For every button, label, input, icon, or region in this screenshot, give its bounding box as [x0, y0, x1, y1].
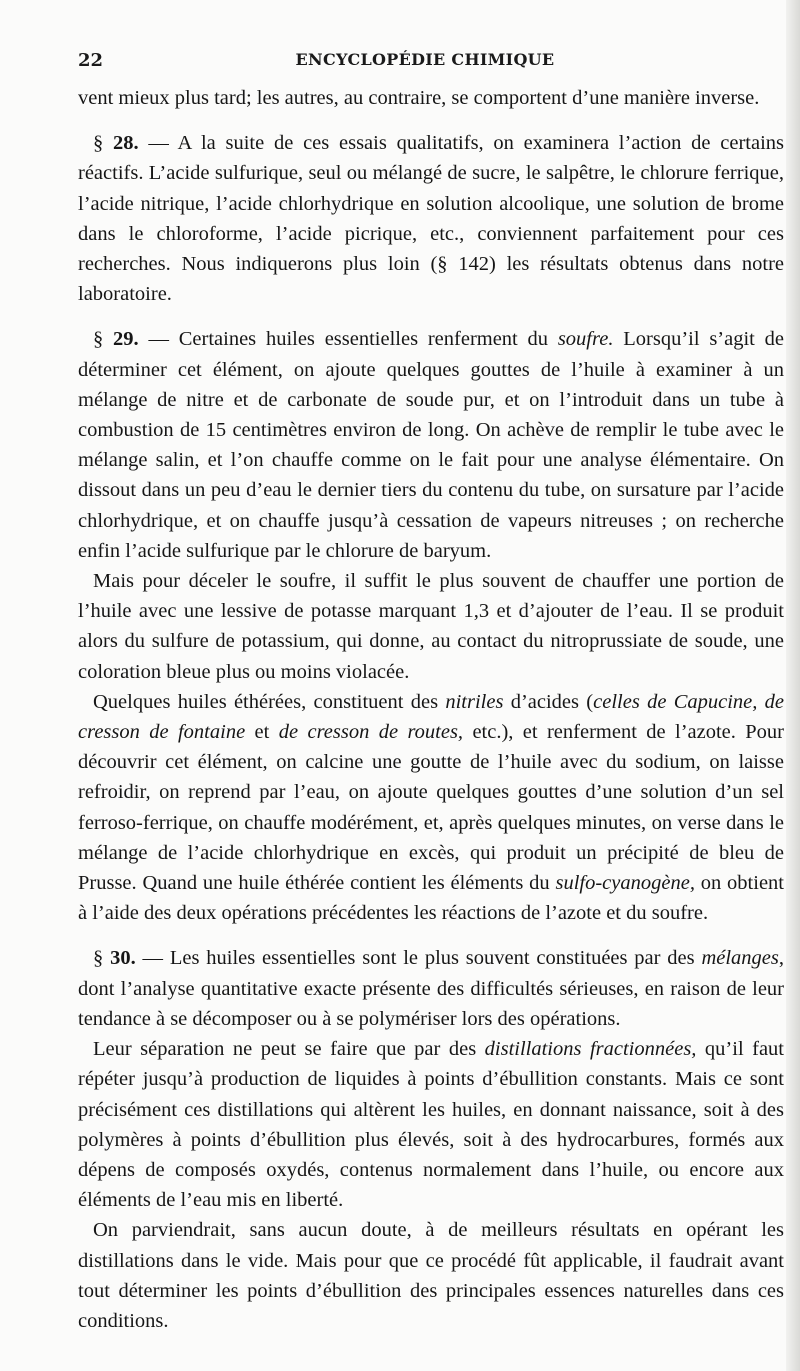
- section-number: 30.: [110, 947, 136, 970]
- italic-term: soufre.: [557, 328, 614, 351]
- page-edge-shadow: [786, 0, 800, 1371]
- text-run: on obtient à l’aide des deux opérations précédentes les réactions de l’azote et du soufre.: [78, 872, 784, 925]
- text-run: qu’il faut répéter jusqu’à production de liquides à points d’ébullition constants. Mais ce sont précisément ces distillations qui altèrent les huiles, en donnant naissance, soit à des polymères à points d’ébullition plus élevés, soit à des hydrocarbures, formés aux dépens de composés oxydés, contenus normalement dans l’huile, ou encore aux éléments de l’eau mis en liberté.: [78, 1038, 784, 1212]
- text-run: Mais pour déceler le soufre, il suffit le plus souvent de chauffer une portion de l’huile avec une lessive de potasse marquant 1,3 et d’ajouter de l’eau. Il se produit alors du sulfure de potassium, qui donne, au contact du nitroprussiate de soude, une coloration bleue plus ou moins violacée.: [78, 570, 784, 683]
- running-title: ENCYCLOPÉDIE CHIMIQUE: [295, 50, 555, 69]
- text-run: — Les huiles essentielles sont le plus souvent constituées par des: [135, 947, 702, 970]
- page-header: [78, 50, 772, 76]
- paragraph-continuation: [78, 83, 784, 113]
- text-run: §: [93, 947, 111, 970]
- section-number: 28.: [113, 132, 139, 155]
- paragraph-section-29: [78, 324, 784, 566]
- section-number: 29.: [113, 328, 139, 351]
- text-run: §: [93, 328, 114, 351]
- italic-term: mélanges: [701, 947, 779, 970]
- text-run: etc.), et renferment de l’azote. Pour découvrir cet élément, on calcine une goutte de l’huile avec du sodium, on laisse refroidir, on reprend par l’eau, on ajoute quelques gouttes d’une solution d’un sel ferroso-ferrique, on chauffe modérément, et, après quelques minutes, on verse dans le mélange de l’acide chlorhydrique en excès, qui produit un précipité de bleu de Prusse. Quand une huile éthérée contient les éléments du: [78, 721, 784, 895]
- paragraph-soufre-potasse: [78, 566, 784, 687]
- text-run: et: [245, 721, 279, 744]
- body-text: [78, 83, 784, 1336]
- paragraph-section-28: [78, 128, 784, 309]
- text-run: — A la suite de ces essais qualitatifs, on examinera l’action de certains réactifs. L’acide sulfurique, seul ou mélangé de sucre, le salpêtre, le chlorure ferrique, l’acide nitrique, l’acide chlorhydrique en solution alcoolique, une solution de brome dans le chloroforme, l’acide picrique, etc., conviennent parfaitement pour ces recherches. Nous indiquerons plus loin (§ 142) les résultats obtenus dans notre laboratoire.: [78, 132, 785, 306]
- paragraph-vide: [78, 1215, 784, 1336]
- italic-term: nitriles: [445, 690, 504, 713]
- paragraph-azote-nitriles: [78, 687, 784, 929]
- paragraph-distillations: [78, 1034, 784, 1215]
- text-run: §: [93, 132, 114, 155]
- text-run: d’acides (: [503, 690, 594, 713]
- paragraph-section-30: [78, 943, 784, 1034]
- text-run: vent mieux plus tard; les autres, au contraire, se comportent d’une manière inverse.: [78, 87, 760, 109]
- text-run: Lorsqu’il s’agit de déterminer cet élément, on ajoute quelques gouttes de l’huile à examiner à un mélange de nitre et de carbonate de soude pur, et on l’introduit dans un tube à combustion de 15 centimètres environ de long. On achève de remplir le tube avec le mélange salin, et l’on chauffe comme on le fait pour une analyse élémentaire. On dissout dans un peu d’eau le dernier tiers du contenu du tube, on sursature par l’acide chlorhydrique, et on chauffe jusqu’à cessation de vapeurs nitreuses ; on recherche enfin l’acide sulfurique par le chlorure de baryum.: [78, 328, 784, 562]
- text-run: Quelques huiles éthérées, constituent des: [93, 690, 446, 713]
- text-run: On parviendrait, sans aucun doute, à de meilleurs résultats en opérant les distillations dans le vide. Mais pour que ce procédé fût applicable, il faudrait avant tout déterminer les points d’ébullition des principales essences naturelles dans ces conditions.: [78, 1219, 784, 1332]
- text-run: — Certaines huiles essentielles renferment du: [138, 328, 558, 351]
- text-run: Leur séparation ne peut se faire que par des: [93, 1038, 485, 1061]
- italic-term: sulfo-cyanogène,: [555, 872, 695, 895]
- italic-term: distillations fractionnées,: [484, 1038, 697, 1061]
- text-run: , dont l’analyse quantitative exacte présente des difficultés sérieuses, en raison de leur tendance à se décomposer ou à se polymériser lors des opérations.: [78, 947, 785, 1030]
- italic-term: de cresson de routes,: [278, 721, 464, 744]
- italic-term: celles de Capucine, de cresson de fontaine: [78, 690, 785, 744]
- page-number: 22: [78, 50, 104, 71]
